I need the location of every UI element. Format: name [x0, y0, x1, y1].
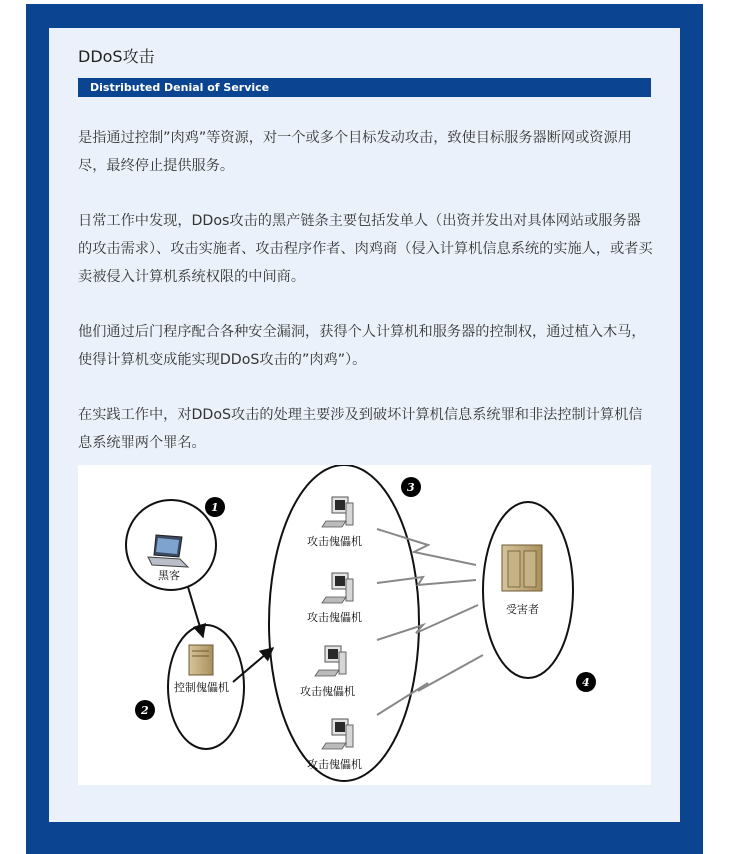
lightning-bolt-4 — [377, 655, 483, 715]
step-2-number: 2 — [141, 704, 149, 717]
content-panel — [49, 28, 680, 822]
lightning-bolt-2 — [377, 577, 476, 585]
victim-label: 受害者 — [506, 603, 539, 616]
paragraph-method: 他们通过后门程序配合各种安全漏洞，获得个人计算机和服务器的控制权，通过植入木马，使得计算机变成能实现DDoS攻击的”肉鸡”）。 — [78, 324, 646, 368]
step-4-number: 4 — [582, 676, 590, 689]
paragraph-chain: 日常工作中发现，DDos攻击的黑产链条主要包括发单人（出资并发出对具体网站或服务器的攻击需求）、攻击实施者、攻击程序作者、肉鸡商（侵入计算机信息系统的实施人，或者买卖被侵入计算机系统权限的中间商。 — [78, 213, 653, 285]
zombie-computer-icon-4 — [322, 719, 353, 749]
server-icon — [189, 645, 213, 675]
zombie-label-3: 攻击傀儡机 — [300, 685, 355, 698]
ddos-diagram-svg — [78, 465, 651, 785]
zombie-label-1: 攻击傀儡机 — [307, 535, 362, 548]
paragraph-crimes: 在实践工作中，对DDoS攻击的处理主要涉及到破坏计算机信息系统罪和非法控制计算机信息系统罪两个罪名。 — [78, 407, 643, 451]
lightning-bolt-1 — [377, 529, 476, 565]
paragraph-definition: 是指通过控制”肉鸡”等资源，对一个或多个目标发动攻击，致使目标服务器断网或资源用尽，最终停止提供服务。 — [78, 130, 632, 174]
zombie-computer-icon-2 — [322, 573, 353, 603]
victim-server-icon — [502, 545, 542, 591]
zombie-label-2: 攻击傀儡机 — [307, 611, 362, 624]
laptop-icon — [148, 535, 188, 567]
arrow-controller-to-zombies — [233, 648, 273, 682]
ddos-diagram — [78, 465, 651, 785]
zombie-label-4: 攻击傀儡机 — [307, 758, 362, 771]
step-1-number: 1 — [211, 501, 219, 514]
zombie-computer-icon-1 — [322, 497, 353, 527]
lightning-bolt-3 — [377, 605, 478, 640]
hacker-label: 黑客 — [158, 569, 180, 582]
controller-label: 控制傀儡机 — [174, 681, 229, 694]
page-title: DDoS攻击 — [78, 47, 155, 66]
step-3-number: 3 — [407, 481, 415, 494]
outer-frame — [26, 4, 703, 854]
subtitle-banner: Distributed Denial of Service — [78, 78, 651, 97]
zombie-computer-icon-3 — [315, 646, 346, 676]
